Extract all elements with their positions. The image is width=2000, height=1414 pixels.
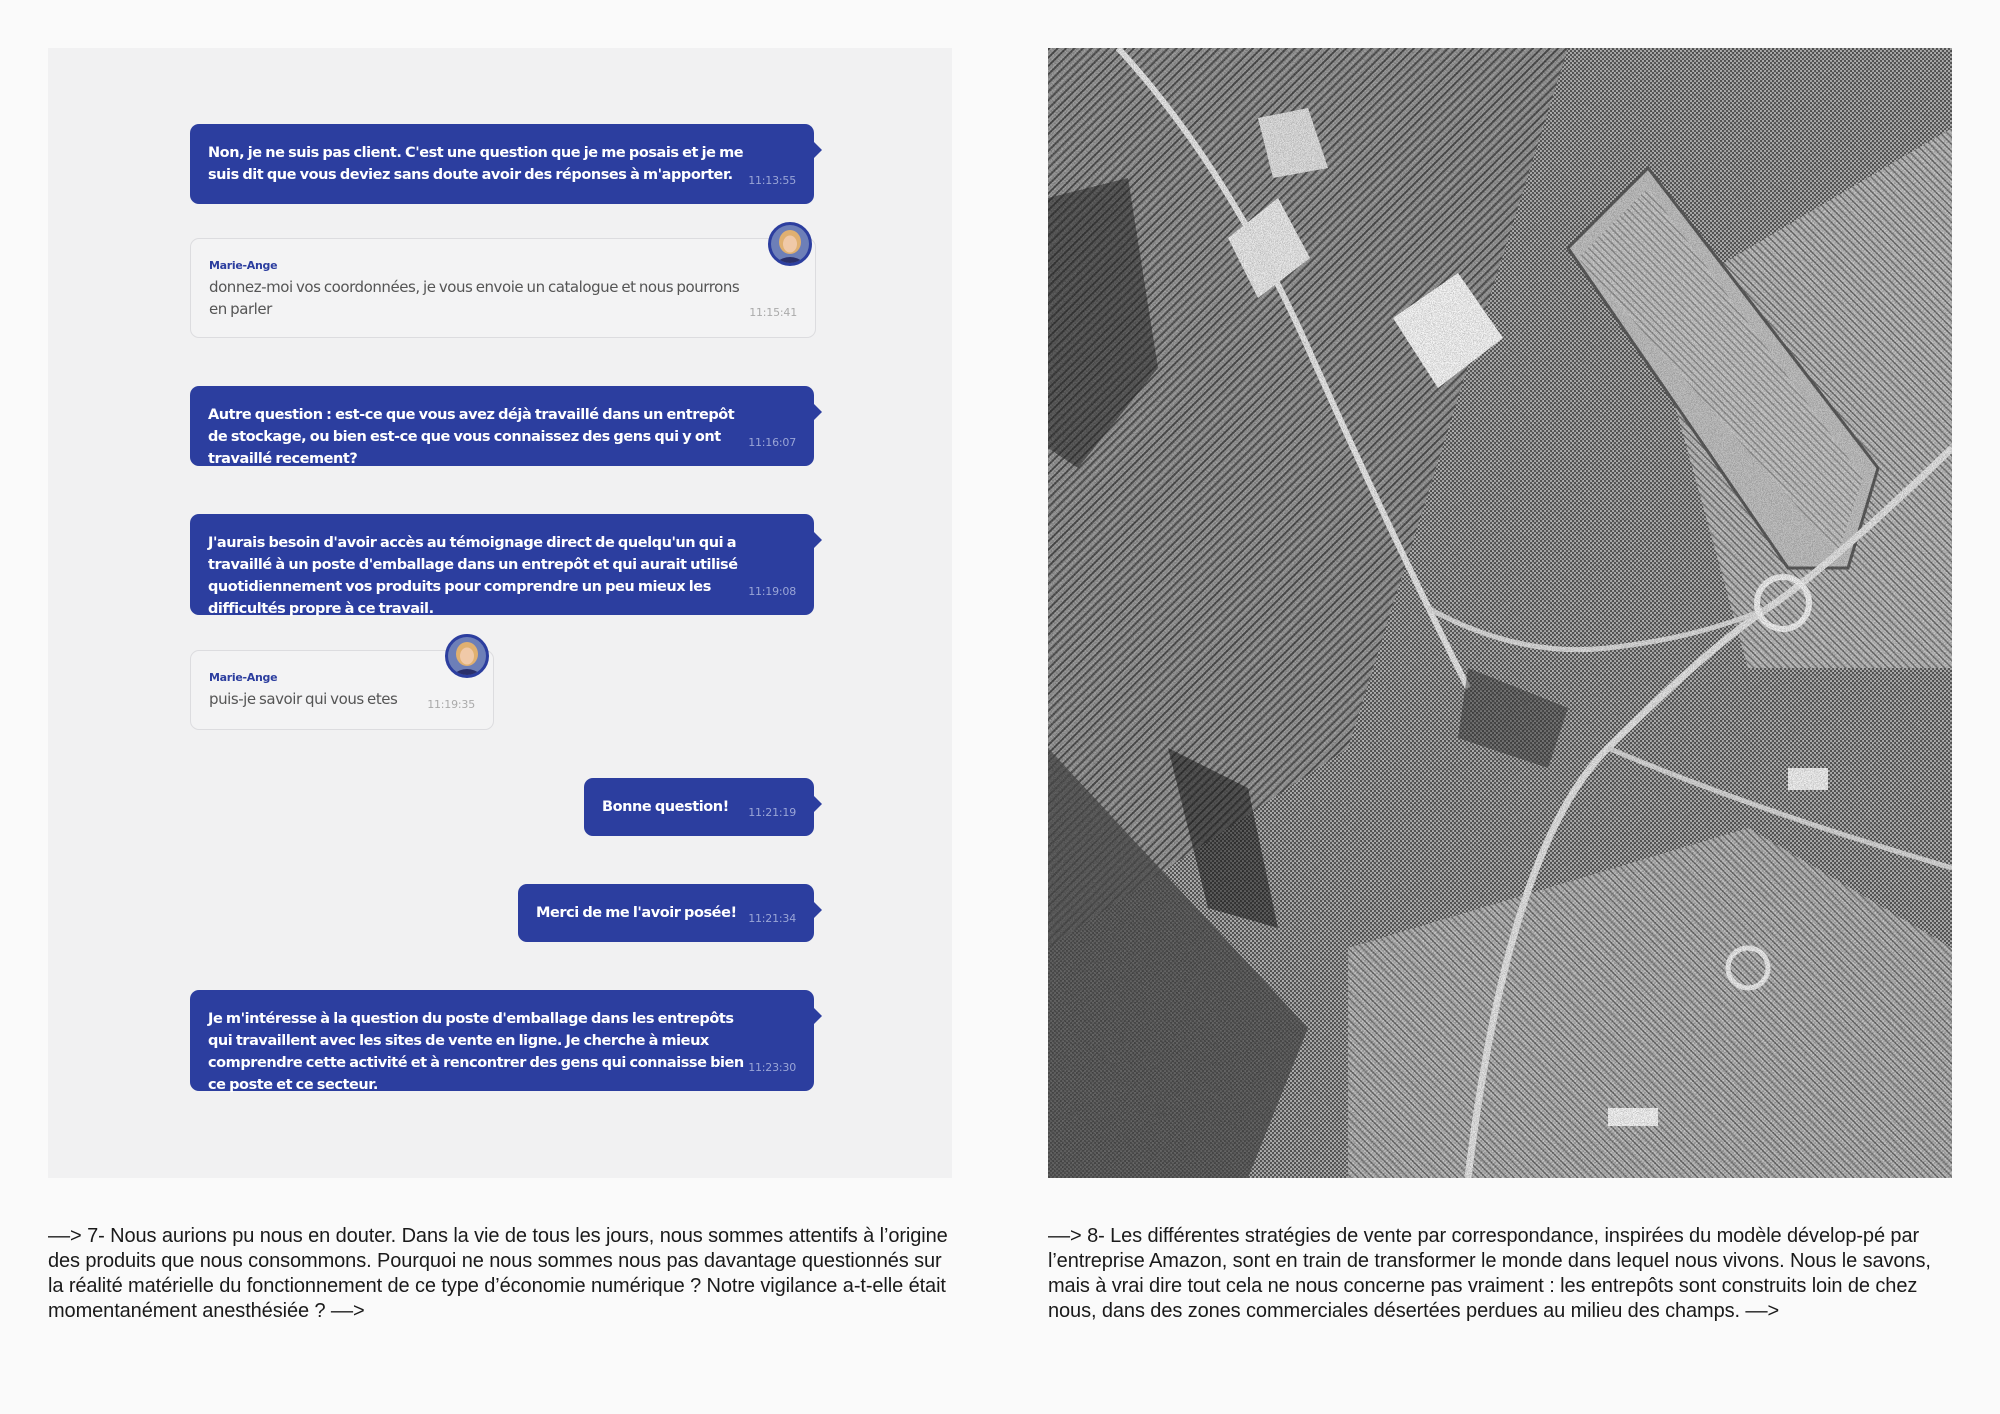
sender-name: Marie-Ange [209,259,278,272]
message-text: Bonne question! [602,799,729,815]
message-time: 11:23:30 [748,1061,796,1074]
message-outgoing [190,124,814,204]
message-text: Autre question : est-ce que vous avez déjà travaillé dans un entrepôt de stockage, ou bien est-ce que vous connaissez des gens qui y ont travaillé recement? [208,407,735,467]
message-time: 11:21:19 [748,806,796,819]
message-text: Non, je ne suis pas client. C'est une question que je me posais et je me suis dit que vous deviez sans doute avoir des réponses à m'apporter. [208,145,744,183]
message-outgoing [190,386,814,466]
message-outgoing [190,990,814,1091]
message-time: 11:19:35 [427,698,475,711]
message-text: donnez-moi vos coordonnées, je vous envoie un catalogue et nous pourrons en parler [209,278,740,318]
message-time: 11:15:41 [749,306,797,319]
message-incoming [190,238,816,338]
avatar [768,222,812,266]
message-time: 11:13:55 [748,174,796,187]
message-text: Merci de me l'avoir posée! [536,905,737,921]
caption-right: ––> 8- Les différentes stratégies de vente par correspondance, inspirées du modèle dévelop-pé par l’entreprise Amazon, sont en train de transformer le monde dans lequel nous vivons. Nous le savons, mais à vrai dire tout cela ne nous concerne pas vraiment : les entrepôts sont construits loin de chez nous, dans des zones commerciales désertées perdues au milieu des champs. ––> [1048,1225,1931,1322]
avatar [445,634,489,678]
message-outgoing [518,884,814,942]
message-text: puis-je savoir qui vous etes [209,690,398,708]
message-time: 11:21:34 [748,912,796,925]
message-outgoing [190,514,814,615]
aerial-photo-image [1048,48,1952,1178]
message-outgoing [584,778,814,836]
user-avatar-photo-icon [771,225,809,263]
message-time: 11:16:07 [748,436,796,449]
caption-left: ––> 7- Nous aurions pu nous en douter. Dans la vie de tous les jours, nous sommes attentifs à l’origine des produits que nous consommons. Pourquoi ne nous sommes nous pas davantage questionnés sur la réalité matérielle du fonctionnement de ce type d’économie numérique ? Notre vigilance a-t-elle était momentanément anesthésiée ? ––> [48,1225,948,1322]
user-avatar-photo-icon [448,637,486,675]
aerial-photo [1048,48,1952,1178]
message-text: Je m'intéresse à la question du poste d'emballage dans les entrepôts qui travaillent avec les sites de vente en ligne. Je cherche à mieux comprendre cette activité et à rencontrer des gens qui connaisse bien ce poste et ce secteur. [208,1011,744,1093]
message-text: J'aurais besoin d'avoir accès au témoignage direct de quelqu'un qui a travaillé à un poste d'emballage dans un entrepôt et qui aurait utilisé quotidiennement vos produits pour comprendre un peu mieux les difficultés propre à ce travail. [208,535,738,617]
chat-panel [48,48,952,1178]
message-time: 11:19:08 [748,585,796,598]
sender-name: Marie-Ange [209,671,278,684]
